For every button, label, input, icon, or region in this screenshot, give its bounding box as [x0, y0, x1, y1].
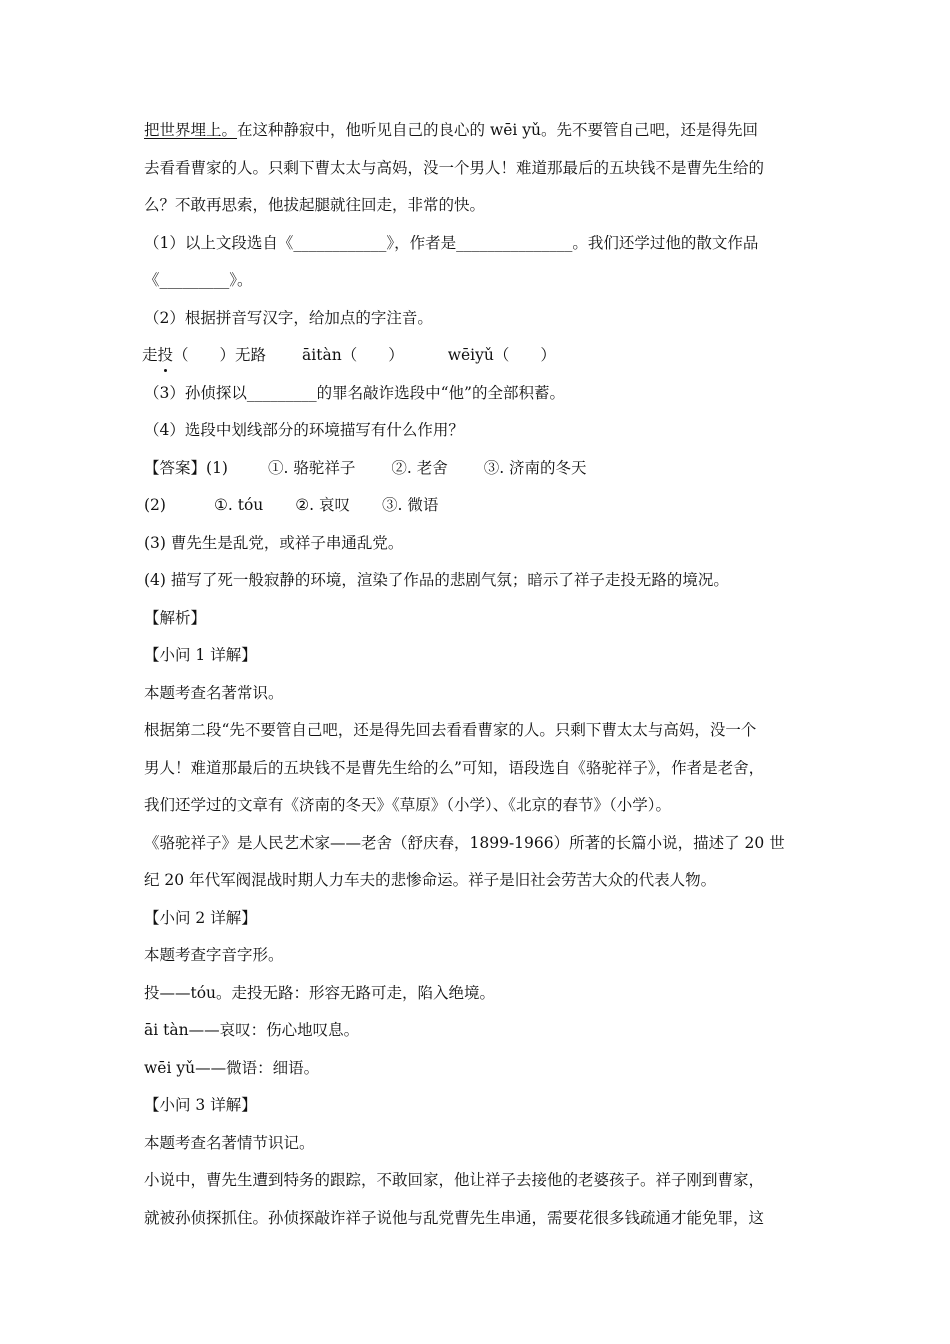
- answer-1: [144, 450, 816, 488]
- answer-1-i: ①. 骆驼祥子: [267, 458, 356, 477]
- passage-text: 在这种静寂中，他听见自己的良心的 wēi yǔ。先不要管自己吧，还是得先回: [237, 121, 759, 139]
- q2-item-a: （ ）无路: [173, 346, 267, 364]
- analysis-section-1-para-line: 根据第二段“先不要管自己吧，还是得先回去看看曹家的人。只剩下曹太太与高妈，没一个: [144, 721, 757, 739]
- analysis-section-2-item: 投——tóu。走投无路：形容无路可走，陷入绝境。: [144, 983, 496, 1002]
- question-2-title: （2）根据拼音写汉字，给加点的字注音。: [144, 308, 433, 327]
- analysis-section-1-para-line: 男人！难道那最后的五块钱不是曹先生给的么”可知，语段选自《骆驼祥子》，作者是老舍，: [144, 758, 765, 777]
- question-1-line-2: 《_________》。: [144, 271, 253, 289]
- answer-1-iii: ③. 济南的冬天: [483, 458, 587, 477]
- question-3: （3）孙侦探以_________的罪名敲诈选段中“他”的全部积蓄。: [144, 383, 565, 402]
- underlined-environment-description: 把世界埋上。: [144, 121, 238, 139]
- answer-4: (4) 描写了死一般寂静的环境，渲染了作品的悲剧气氛；暗示了祥子走投无路的境况。: [144, 571, 729, 589]
- document-content: [144, 112, 816, 1237]
- analysis-section-2-heading: 【小问 2 详解】: [144, 908, 257, 927]
- analysis-section-2-intro: 本题考查字音字形。: [144, 946, 284, 964]
- answer-3: (3) 曹先生是乱党，或祥子串通乱党。: [144, 533, 404, 552]
- answer-2-num: (2): [144, 496, 166, 514]
- answer-2-ii: ②. 哀叹: [295, 496, 351, 514]
- answer-2-i: ①. tóu: [213, 496, 264, 514]
- answer-2: [144, 487, 816, 525]
- passage-line-1: [144, 112, 816, 150]
- question-1-line-1: （1）以上文段选自《____________》，作者是_______________。我们还学过他的散文作品: [144, 233, 759, 252]
- q2-char-zou: 走: [142, 346, 158, 364]
- analysis-section-1-heading: 【小问 1 详解】: [144, 646, 257, 664]
- analysis-section-3-intro: 本题考查名著情节识记。: [144, 1133, 315, 1152]
- analysis-section-3-para-line: 小说中，曹先生遭到特务的跟踪，不敢回家，他让祥子去接他的老婆孩子。祥子刚到曹家，: [144, 1171, 765, 1189]
- answer-label: 【答案】: [144, 458, 207, 477]
- analysis-section-1-intro: 本题考查名著常识。: [144, 683, 284, 702]
- analysis-section-3-para-line: 就被孙侦探抓住。孙侦探敲诈祥子说他与乱党曹先生串通，需要花很多钱疏通才能免罪，这: [144, 1208, 765, 1227]
- analysis-label: 【解析】: [144, 608, 207, 627]
- q2-item-c: wēiyǔ（ ）: [447, 346, 556, 364]
- analysis-section-1-para-line: 《骆驼祥子》是人民艺术家——老舍（舒庆春，1899-1966）所著的长篇小说，描述了 20 世: [144, 833, 785, 852]
- q2-item-b: āitàn（ ）: [302, 346, 404, 364]
- analysis-section-3-heading: 【小问 3 详解】: [144, 1096, 257, 1114]
- analysis-section-2-item: āi tàn——哀叹：伤心地叹息。: [144, 1021, 360, 1039]
- question-4: （4）选段中划线部分的环境描写有什么作用？: [144, 421, 464, 439]
- answer-1-ii: ②. 老舍: [391, 458, 448, 477]
- q2-dotted-char-tou: 投: [158, 337, 174, 375]
- analysis-section-2-item: wēi yǔ——微语：细语。: [144, 1058, 320, 1077]
- analysis-section-1-para-line: 我们还学过的文章有《济南的冬天》《草原》（小学）、《北京的春节》（小学）。: [144, 796, 672, 814]
- passage-line-2: 去看看曹家的人。只剩下曹太太与高妈，没一个男人！难道那最后的五块钱不是曹先生给的: [144, 158, 765, 177]
- analysis-section-1-para-line: 纪 20 年代军阀混战时期人力车夫的悲惨命运。祥子是旧社会劳苦大众的代表人物。: [144, 871, 717, 889]
- question-2-items: [142, 337, 816, 375]
- answer-2-iii: ③. 微语: [382, 496, 439, 514]
- answer-1-num: (1): [206, 458, 228, 477]
- passage-line-3: 么？不敢再思索，他拔起腿就往回走，非常的快。: [144, 196, 486, 214]
